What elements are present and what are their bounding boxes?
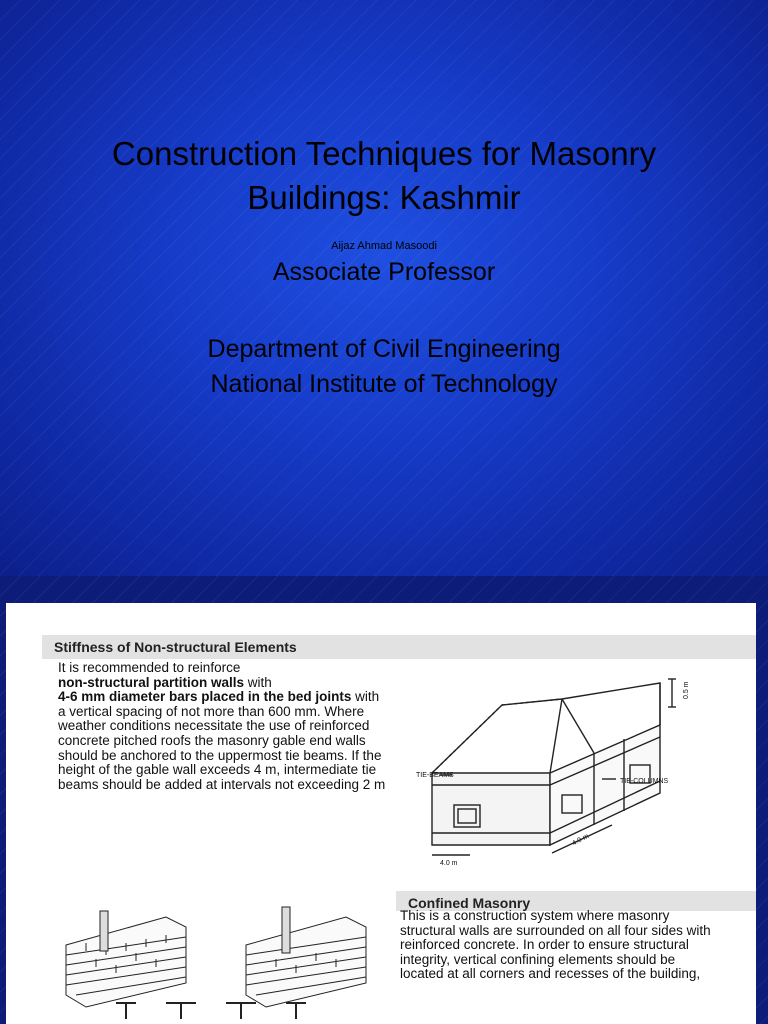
- presentation-title: [0, 132, 768, 220]
- content-slide: [6, 603, 756, 1024]
- text-span: with a vertical spacing of not more than 600 mm. Where weather conditions necessitate the use of reinforced concrete pitched roofs the masonry gable end walls should be anchored to the uppermost tie beams. If the height of the gable wall exceeds 4 m, intermediate tie beams should be added at intervals not exceeding 2 m: [58, 689, 386, 792]
- confined-paragraph: This is a construction system where masonry structural walls are surrounded on all four sides with reinforced concrete. In order to ensure structural integrity, vertical confining elements should be located at all corners and recesses of the building,: [400, 908, 711, 982]
- label-height: 0.5 m: [683, 681, 690, 699]
- section-heading-stiffness: Stiffness of Non-structural Elements: [42, 635, 756, 659]
- section-heading-confined: Confined Masonry: [396, 891, 756, 911]
- stiffness-paragraph: [58, 661, 388, 792]
- author-role: Associate Professor: [272, 258, 496, 286]
- department: Department of Civil Engineering: [207, 335, 561, 363]
- label-tie-beams: TIE-BEAMS: [416, 772, 454, 779]
- brick-wall-sketches: [46, 903, 386, 1024]
- text-span: with: [244, 674, 272, 690]
- text-span: It is recommended to reinforce: [58, 660, 241, 675]
- institute: National Institute of Technology: [210, 370, 558, 398]
- bold-span: non-structural partition walls: [58, 674, 245, 690]
- title-line-1: Construction Techniques for Masonry: [111, 135, 657, 172]
- label-length: 4.0 m: [571, 832, 591, 848]
- building-diagram: [402, 665, 722, 871]
- bold-span: 4-6 mm diameter bars placed in the bed joints: [58, 689, 352, 705]
- author-name: Aijaz Ahmad Masoodi: [331, 240, 437, 252]
- label-tie-columns: TIE-COLUMNS: [620, 778, 669, 785]
- affiliation: [0, 332, 768, 402]
- label-width: 4.0 m: [440, 860, 458, 867]
- title-line-2: Buildings: Kashmir: [247, 179, 521, 216]
